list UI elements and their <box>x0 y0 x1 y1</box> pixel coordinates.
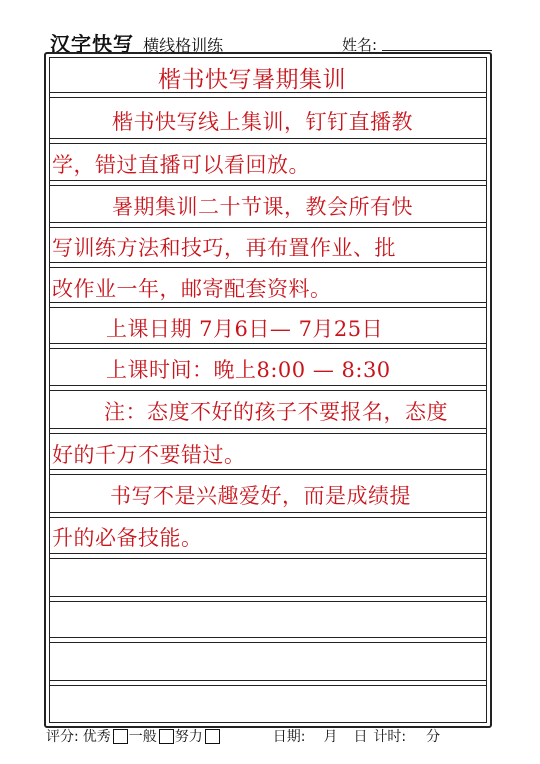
ruled-line <box>49 180 487 181</box>
ruled-line <box>49 558 487 559</box>
rating-label: 评分: <box>46 729 79 745</box>
content-line: 学，错过直播可以看回放。 <box>52 153 310 177</box>
rating-option-average: 一般 <box>128 729 157 745</box>
day-label: 日 <box>353 729 368 745</box>
content-line: 暑期集训二十节课，教会所有快 <box>112 195 413 219</box>
ruled-line <box>49 307 487 308</box>
ruled-line <box>49 222 487 223</box>
ruled-line <box>49 97 487 98</box>
ruled-line <box>49 267 487 268</box>
content-line: 好的千万不要错过。 <box>52 443 246 467</box>
ruled-line <box>49 390 487 391</box>
brand-title: 汉字快写 <box>50 32 134 56</box>
ruled-line <box>49 428 487 429</box>
content-line: 注：态度不好的孩子不要报名，态度 <box>104 400 448 424</box>
ruled-line <box>49 642 487 643</box>
content-title: 楷书快写暑期集训 <box>158 67 346 93</box>
name-label: 姓名: <box>342 36 378 54</box>
time-label: 计时: <box>373 729 407 745</box>
ruled-line <box>49 517 487 518</box>
content-line: 改作业一年，邮寄配套资料。 <box>52 277 332 301</box>
worksheet-subtitle: 横线格训练 <box>143 36 224 55</box>
worksheet-footer <box>46 726 494 746</box>
ruled-line <box>49 348 487 349</box>
ruled-line <box>49 685 487 686</box>
content-line: 上课时间：晚上8:00 — 8:30 <box>106 358 391 382</box>
ruled-line <box>49 601 487 602</box>
content-line: 写训练方法和技巧，再布置作业、批 <box>52 236 396 260</box>
name-field[interactable] <box>382 50 492 51</box>
ruled-line <box>49 680 487 681</box>
ruled-line <box>49 512 487 513</box>
ruled-line <box>49 227 487 228</box>
ruled-line <box>49 637 487 638</box>
content-line: 楷书快写线上集训，钉钉直播教 <box>112 110 413 134</box>
content-line: 升的必备技能。 <box>52 526 203 550</box>
ruled-line <box>49 143 487 144</box>
ruled-line <box>49 138 487 139</box>
ruled-line <box>49 433 487 434</box>
date-label: 日期: <box>272 729 306 745</box>
ruled-line <box>49 185 487 186</box>
minute-label: 分 <box>426 729 441 745</box>
ruled-line <box>49 469 487 470</box>
rating-option-excellent: 优秀 <box>82 729 111 745</box>
rating-checkbox-average[interactable] <box>159 729 174 744</box>
ruled-line <box>49 474 487 475</box>
ruled-line <box>49 596 487 597</box>
content-line: 书写不是兴趣爱好，而是成绩提 <box>110 484 411 508</box>
rating-checkbox-effort[interactable] <box>205 729 220 744</box>
rating-checkbox-excellent[interactable] <box>113 729 128 744</box>
month-label: 月 <box>323 729 338 745</box>
rating-option-effort: 努力 <box>174 729 203 745</box>
ruled-line <box>49 553 487 554</box>
content-line: 上课日期 7月6日— 7月25日 <box>106 317 384 341</box>
ruled-line <box>49 385 487 386</box>
ruled-line <box>49 343 487 344</box>
ruled-line <box>49 262 487 263</box>
